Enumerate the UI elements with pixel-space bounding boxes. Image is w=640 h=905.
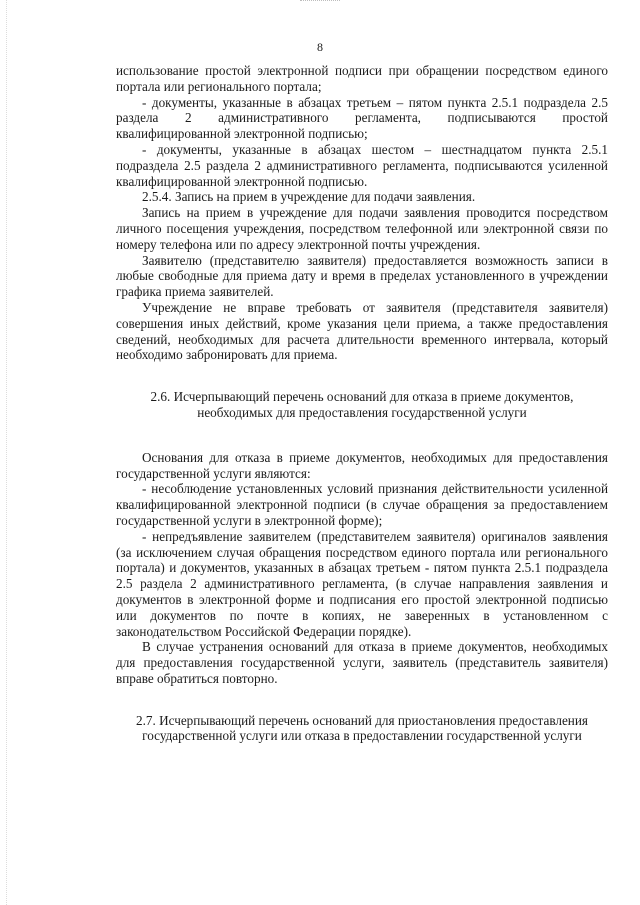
paragraph-refusal-ground-originals: - непредъявление заявителем (представителем заявителя) оригиналов заявления (за исключением случая обращения посредством единого портала или регионального портала) и документов, указанных в абзацах третьем - пятом пункта 2.5.1 подраздела 2.5 раздела 2 административного регламента, (в случае направления заявления и документов в электронной форме и подписания его простой электронной подписью или документов по почте в копиях, не заверенных в установленном с законодательством Российской Федерации порядке). xyxy=(116,528,608,639)
paragraph-refusal-ground-signature: - несоблюдение установленных условий признания действительности усиленной квалифицированной электронной подписи (в случае обращения за предоставлением государственной услуги в электронной форме); xyxy=(116,481,608,528)
document-body xyxy=(116,63,608,744)
scan-edge-mark xyxy=(300,0,340,4)
paragraph-institution-restrictions: Учреждение не вправе требовать от заявителя (представителя заявителя) совершения иных действий, кроме указания цели приема, а также предоставления сведений, необходимых для расчета длительности временного интервала, который необходимо забронировать для приема. xyxy=(116,299,608,363)
section-title-2-6: 2.6. Исчерпывающий перечень оснований для отказа в приеме документов, необходимых для предоставления государственной услуги xyxy=(150,389,574,420)
scan-margin-line xyxy=(6,0,7,905)
paragraph-refusal-grounds-intro: Основания для отказа в приеме документов, необходимых для предоставления государственной услуги являются: xyxy=(116,449,608,481)
paragraph-enhanced-signature-docs: - документы, указанные в абзацах шестом – шестнадцатом пункта 2.5.1 подраздела 2.5 раздела 2 административного регламента, подписываются усиленной квалифицированной электронной подписью. xyxy=(116,141,608,189)
subsection-heading-2-5-4: 2.5.4. Запись на прием в учреждение для подачи заявления. xyxy=(142,189,476,205)
page-number: 8 xyxy=(317,40,323,54)
section-title-2-7: 2.7. Исчерпывающий перечень оснований для приостановления предоставления государственной услуги или отказа в предоставлении государственной услуги xyxy=(136,712,588,744)
paragraph-appointment-slots: Заявителю (представителю заявителя) предоставляется возможность записи в любые свободные для приема дату и время в пределах установленного в учреждении графика приема заявителей. xyxy=(116,252,608,300)
paragraph-esign-usage: использование простой электронной подписи при обращении посредством единого портала или регионального портала; xyxy=(116,63,608,94)
paragraph-appointment-methods: Запись на прием в учреждение для подачи заявления проводится посредством личного посещения учреждения, посредством телефонной или электронной связи по номеру телефона или по адресу электронной почты учреждения. xyxy=(116,205,608,252)
paragraph-repeat-application: В случае устранения оснований для отказа в приеме документов, необходимых для предоставления государственной услуги, заявитель (представитель заявителя) вправе обратиться повторно. xyxy=(116,639,608,686)
paragraph-simple-signature-docs: - документы, указанные в абзацах третьем – пятом пункта 2.5.1 подраздела 2.5 раздела 2 административного регламента, подписываются простой квалифицированной электронной подписью; xyxy=(116,94,608,142)
